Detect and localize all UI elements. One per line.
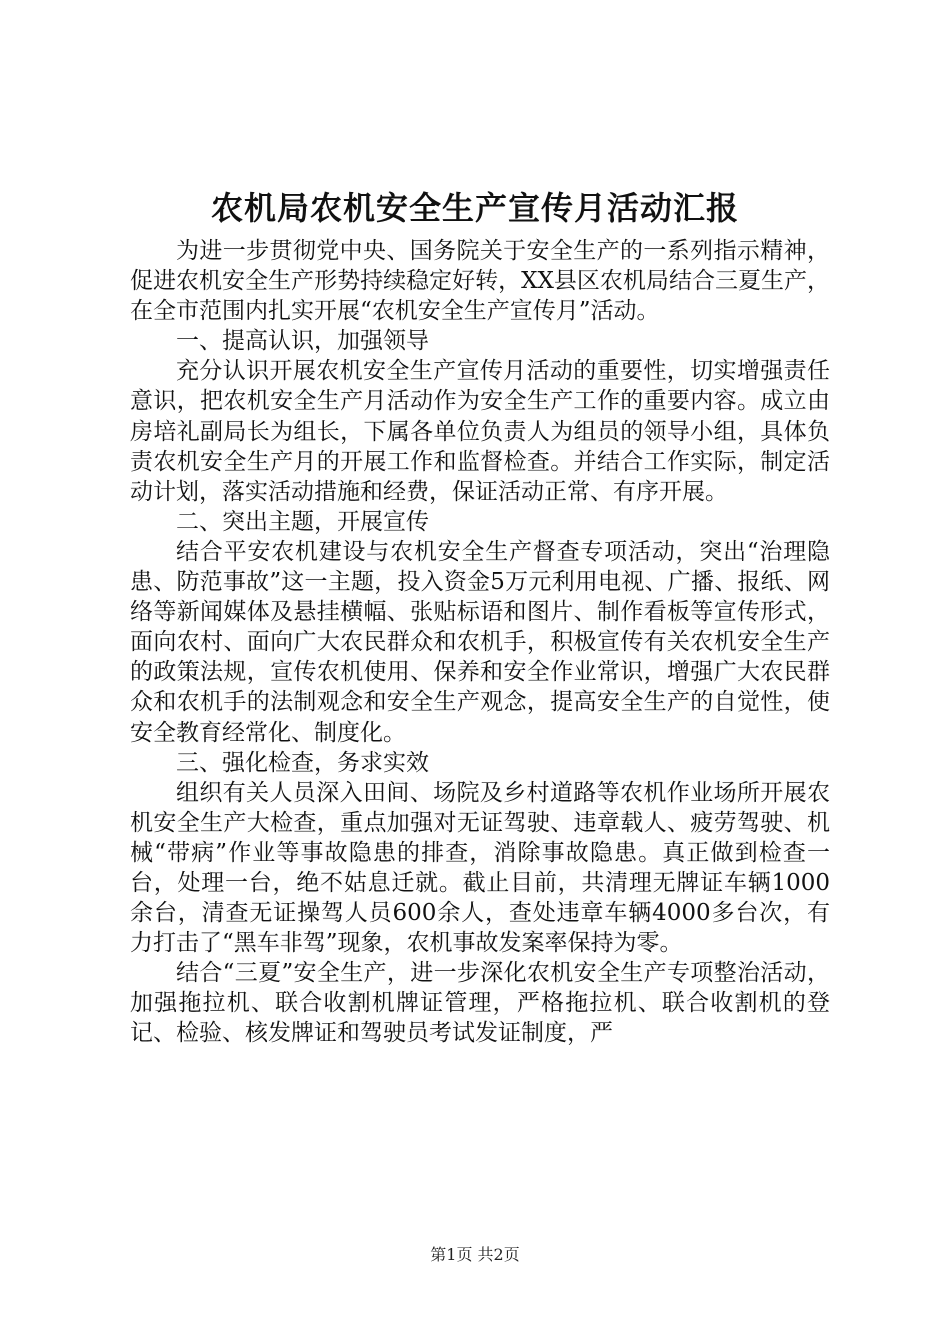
section-2-paragraph-1: 结合平安农机建设与农机安全生产督查专项活动，突出“治理隐患、防范事故”这一主题，投入资金5万元利用电视、广播、报纸、网络等新闻媒体及悬挂横幅、张贴标语和图片、制作看板等宣传形式，面向农村、面向广大农民群众和农机手，积极宣传有关农机安全生产的政策法规，宣传农机使用、保养和安全作业常识，增强广大农民群众和农机手的法制观念和安全生产观念，提高安全生产的自觉性，使安全教育经常化、制度化。 xyxy=(130,538,830,746)
page-title: 农机局农机安全生产宣传月活动汇报 xyxy=(210,189,739,227)
section-3-paragraph-2: 结合“三夏”安全生产，进一步深化农机安全生产专项整治活动，加强拖拉机、联合收割机牌证管理，严格拖拉机、联合收割机的登记、检验、核发牌证和驾驶员考试发证制度，严 xyxy=(130,960,830,1047)
section-1-paragraph-1: 充分认识开展农机安全生产宣传月活动的重要性，切实增强责任意识，把农机安全生产月活动作为安全生产工作的重要内容。成立由房培礼副局长为组长，下属各单位负责人为组员的领导小组，具体负责农机安全生产月的开展工作和监督检查。并结合工作实际，制定活动计划，落实活动措施和经费，保证活动正常、有序开展。 xyxy=(130,358,830,505)
section-heading-2: 二、突出主题，开展宣传 xyxy=(176,508,429,535)
section-heading-3: 三、强化检查，务求实效 xyxy=(176,749,429,776)
section-heading-1: 一、提高认识，加强领导 xyxy=(176,328,429,355)
document-body xyxy=(130,236,830,1049)
page-number-footer: 第1页 共2页 xyxy=(430,1245,520,1264)
intro-paragraph: 为进一步贯彻党中央、国务院关于安全生产的一系列指示精神，促进农机安全生产形势持续稳定好转，XX县区农机局结合三夏生产，在全市范围内扎实开展“农机安全生产宣传月”活动。 xyxy=(130,238,830,325)
section-3-paragraph-1: 组织有关人员深入田间、场院及乡村道路等农机作业场所开展农机安全生产大检查，重点加强对无证驾驶、违章载人、疲劳驾驶、机械“带病”作业等事故隐患的排查，消除事故隐患。真正做到检查一台，处理一台，绝不姑息迁就。截止目前，共清理无牌证车辆1000余台，清查无证操驾人员600余人，查处违章车辆4000多台次，有力打击了“黑车非驾”现象，农机事故发案率保持为零。 xyxy=(130,779,830,957)
